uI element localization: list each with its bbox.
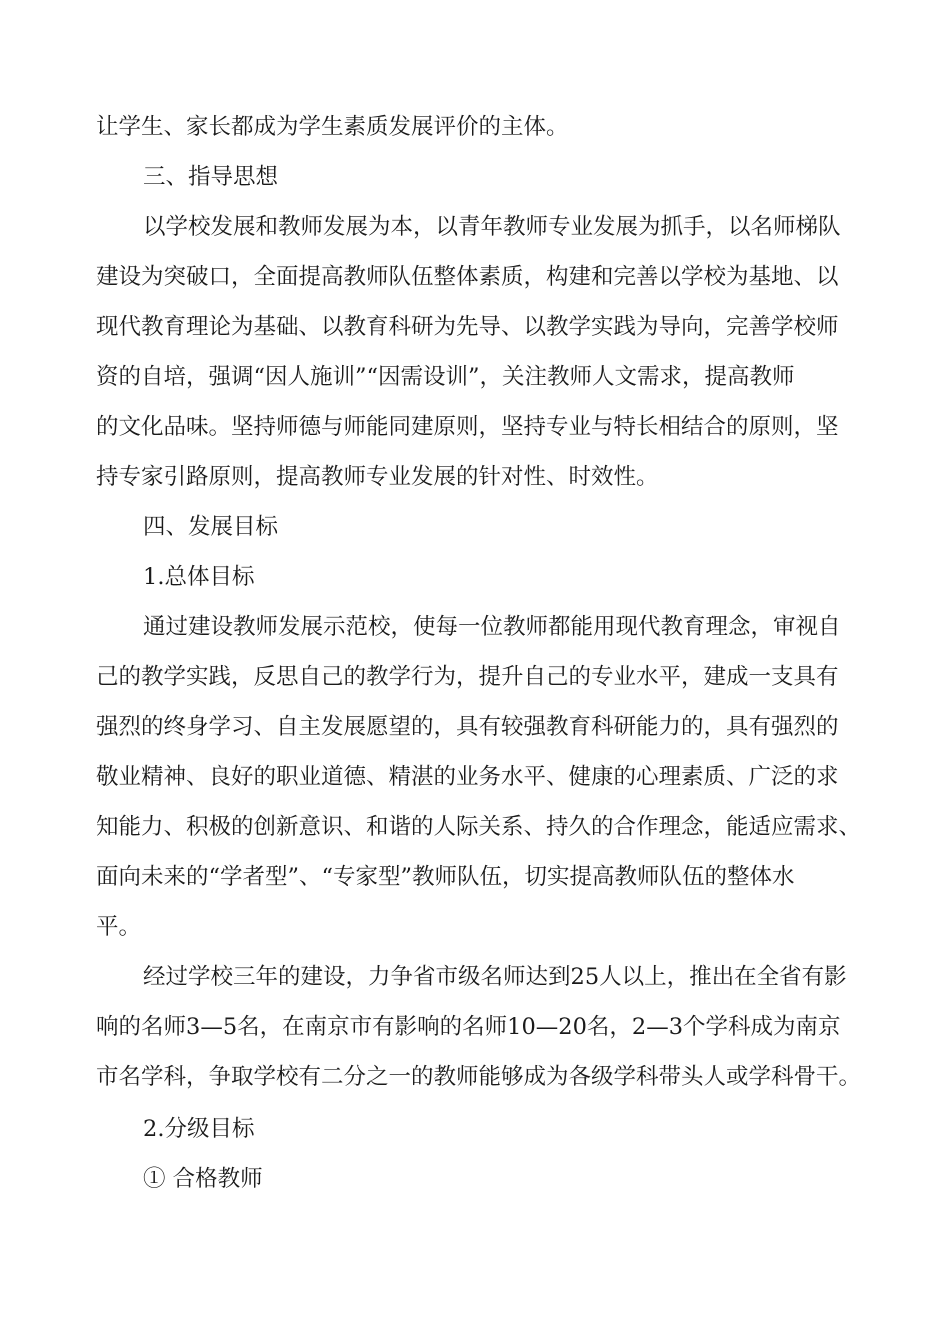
paragraph-line: 面向未来的“学者型”、“专家型”教师队伍，切实提高教师队伍的整体水 xyxy=(96,864,795,890)
paragraph-line: 响的名师3—5名，在南京市有影响的名师10—20名，2—3个学科成为南京 xyxy=(96,1014,841,1040)
paragraph-line: 通过建设教师发展示范校，使每一位教师都能用现代教育理念，审视自 xyxy=(143,614,841,640)
paragraph-line: 己的教学实践，反思自己的教学行为，提升自己的专业水平，建成一支具有 xyxy=(96,664,839,690)
paragraph-line: 建设为突破口，全面提高教师队伍整体素质，构建和完善以学校为基地、以 xyxy=(96,264,839,290)
paragraph-line: 的文化品味。坚持师德与师能同建原则，坚持专业与特长相结合的原则，坚 xyxy=(96,414,839,440)
section-heading: 四、发展目标 xyxy=(143,514,279,540)
subsection-heading: 2.分级目标 xyxy=(143,1116,255,1142)
paragraph-line: 以学校发展和教师发展为本，以青年教师专业发展为抓手，以名师梯队 xyxy=(143,214,841,240)
paragraph-line: 持专家引路原则，提高教师专业发展的针对性、时效性。 xyxy=(96,464,659,490)
paragraph-line: 经过学校三年的建设，力争省市级名师达到25人以上，推出在全省有影 xyxy=(143,964,847,990)
paragraph-line: 现代教育理论为基础、以教育科研为先导、以教学实践为导向，完善学校师 xyxy=(96,314,839,340)
paragraph-line: 强烈的终身学习、自主发展愿望的，具有较强教育科研能力的，具有强烈的 xyxy=(96,714,839,740)
text-line: 让学生、家长都成为学生素质发展评价的主体。 xyxy=(96,114,569,140)
paragraph-line: 敬业精神、良好的职业道德、精湛的业务水平、健康的心理素质、广泛的求 xyxy=(96,764,839,790)
list-item-heading: ① 合格教师 xyxy=(143,1166,263,1192)
paragraph-line: 资的自培，强调“因人施训”“因需设训”，关注教师人文需求，提高教师 xyxy=(96,364,795,390)
subsection-heading: 1.总体目标 xyxy=(143,564,255,590)
paragraph-line: 知能力、积极的创新意识、和谐的人际关系、持久的合作理念，能适应需求、 xyxy=(96,814,862,840)
section-heading: 三、指导思想 xyxy=(143,164,279,190)
paragraph-line: 市名学科，争取学校有二分之一的教师能够成为各级学科带头人或学科骨干。 xyxy=(96,1064,862,1090)
paragraph-line: 平。 xyxy=(96,914,142,940)
